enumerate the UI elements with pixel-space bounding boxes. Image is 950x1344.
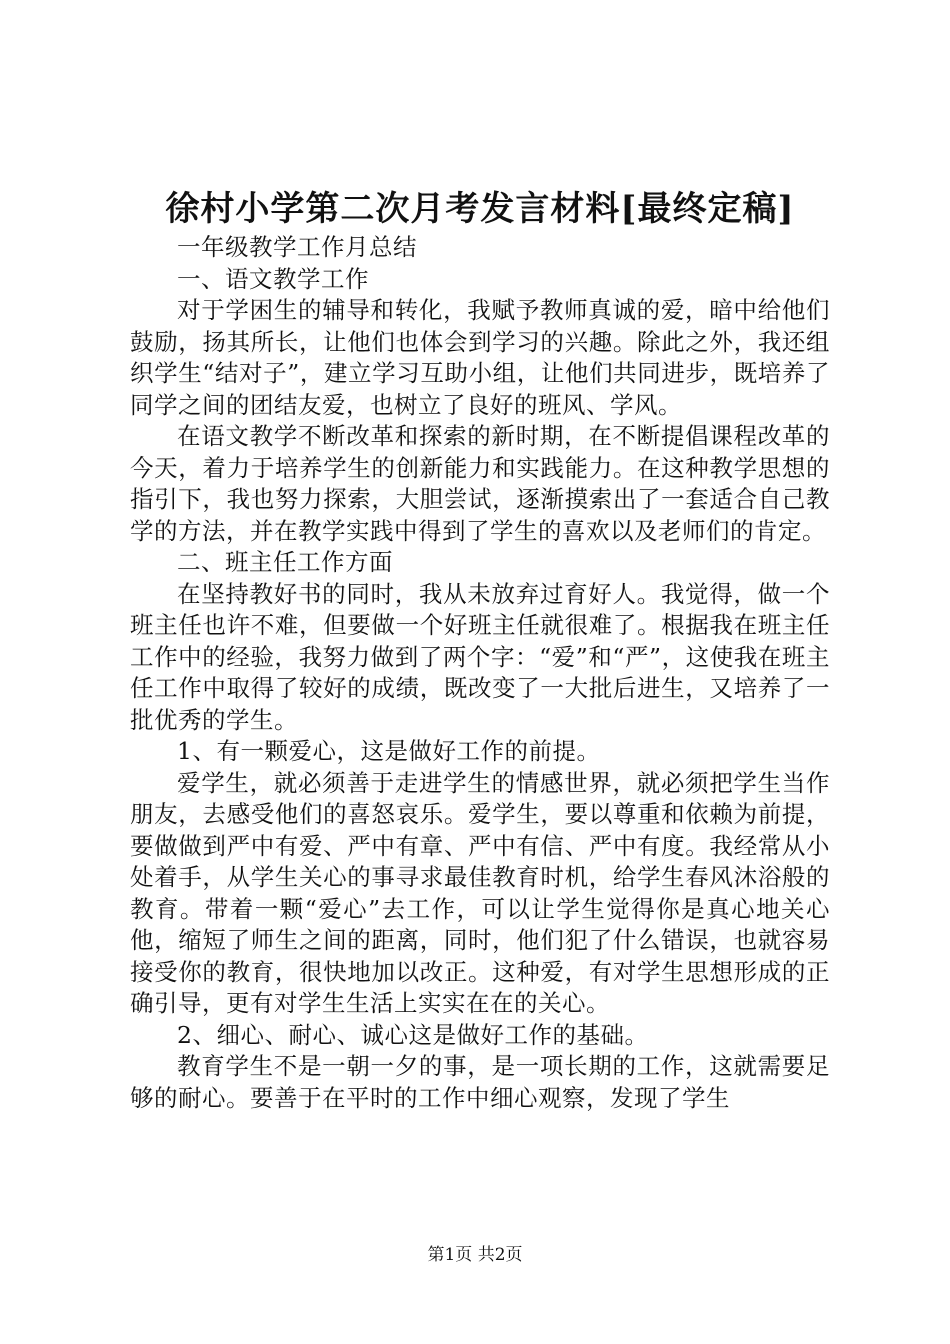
paragraph: 在语文教学不断改革和探索的新时期，在不断提倡课程改革的今天，着力于培养学生的创新能力和实践能力。在这种教学思想的指引下，我也努力探索，大胆尝试，逐渐摸索出了一套适合自己教学的方法，并在教学实践中得到了学生的喜欢以及老师们的肯定。: [130, 422, 830, 545]
section-heading-chinese-teaching: 一、语文教学工作: [177, 264, 369, 293]
paragraph-subtitle: 一年级教学工作月总结: [177, 233, 417, 261]
paragraph: 爱学生，就必须善于走进学生的情感世界，就必须把学生当作朋友，去感受他们的喜怒哀乐。爱学生，要以尊重和依赖为前提，要做做到严中有爱、严中有章、严中有信、严中有度。我经常从小处着手，从学生关心的事寻求最佳教育时机，给学生春风沐浴般的教育。带着一颗“爱心”去工作，可以让学生觉得你是真心地关心他，缩短了师生之间的距离，同时，他们犯了什么错误，也就容易接受你的教育，很快地加以改正。这种爱，有对学生思想形成的正确引导，更有对学生生活上实实在在的关心。: [130, 768, 830, 1017]
subsection-heading-patience: 2、细心、耐心、诚心这是做好工作的基础。: [177, 1020, 649, 1049]
section-heading-class-teacher: 二、班主任工作方面: [177, 548, 393, 576]
document-title: 徐村小学第二次月考发言材料[最终定稿]: [165, 189, 795, 229]
paragraph: 对于学困生的辅导和转化，我赋予教师真诚的爱，暗中给他们鼓励，扬其所长，让他们也体会到学习的兴趣。除此之外，我还组织学生“结对子”，建立学习互助小组，让他们共同进步，既培养了同学之间的团结友爱，也树立了良好的班风、学风。: [130, 296, 830, 419]
document-body: [130, 232, 830, 1114]
document-page: [130, 150, 830, 1114]
page-number-footer: 第1页 共2页: [427, 1245, 523, 1265]
paragraph: 教育学生不是一朝一夕的事，是一项长期的工作，这就需要足够的耐心。要善于在平时的工作中细心观察，发现了学生: [130, 1052, 830, 1112]
paragraph: 在坚持教好书的同时，我从未放弃过育好人。我觉得，做一个班主任也许不难，但要做一个好班主任就很难了。根据我在班主任工作中的经验，我努力做到了两个字：“爱”和“严”，这使我在班主任工作中取得了较好的成绩，既改变了一大批后进生，又培养了一批优秀的学生。: [130, 579, 830, 734]
subsection-heading-love: 1、有一颗爱心，这是做好工作的前提。: [177, 737, 601, 765]
